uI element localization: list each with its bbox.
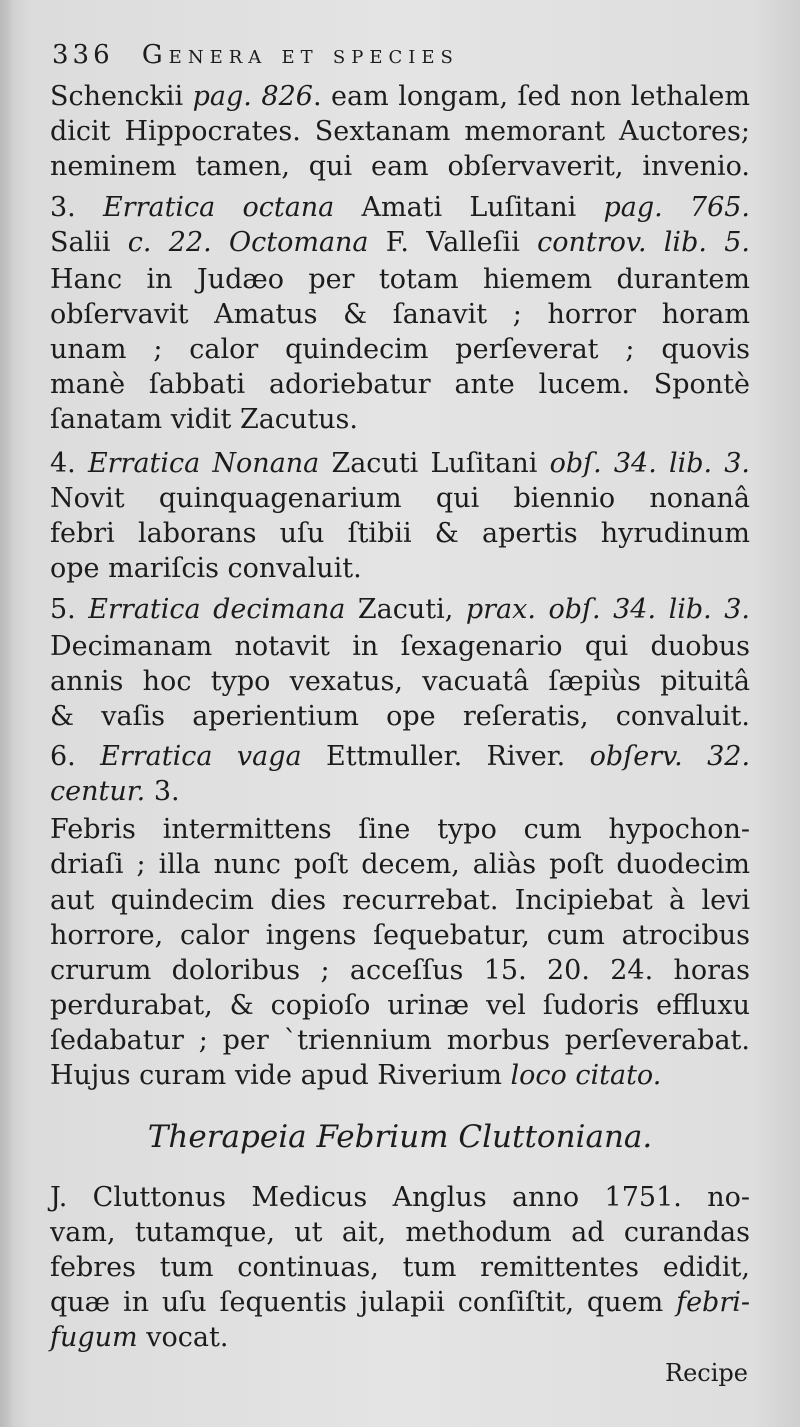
text-line [50, 298, 750, 332]
text-span: Amati Luſitani [334, 192, 604, 223]
text-line [50, 150, 750, 184]
italic-text: pag. 765. [603, 192, 751, 223]
text-span: unam ; calor quindecim perſeverat ; quovis [50, 334, 750, 365]
text-line [50, 517, 750, 551]
text-span: febres tum continuas, tum remittentes edidit, [50, 1252, 750, 1283]
text-line [50, 1181, 750, 1215]
text-line [50, 115, 750, 149]
text-span: dicit Hippocrates. Sextanam memorant Auctores; [50, 116, 750, 147]
text-span: Febris intermittens ſine typo cum hypochon- [50, 814, 750, 845]
text-line [50, 191, 750, 225]
text-span: ſanatam vidit Zacutus. [50, 404, 358, 435]
text-span: driaſi ; illa nunc poſt decem, aliàs poſt duodecim [50, 849, 750, 880]
italic-text: prax. obſ. 34. lib. 3. [465, 594, 750, 625]
text-line [50, 403, 358, 437]
text-span: 3. [50, 192, 103, 223]
text-line [50, 333, 750, 367]
text-line [50, 263, 750, 297]
text-span: Ettmuller. River. [301, 741, 590, 772]
text-line [50, 740, 750, 774]
text-span: Novit quinquagenarium qui biennio nonanâ [50, 483, 750, 514]
text-line [50, 813, 750, 847]
italic-text: fugum [50, 1322, 138, 1353]
italic-text: pag. 826 [192, 81, 313, 112]
text-span: aut quindecim dies recurrebat. Incipiebat à levi [50, 885, 750, 916]
page-number: 336 [52, 40, 114, 70]
text-line [50, 989, 750, 1023]
text-line [50, 919, 750, 953]
italic-text: Erratica Nonana [87, 448, 320, 479]
text-span: 3. [145, 776, 180, 807]
text-line [50, 368, 750, 402]
text-line [50, 80, 750, 114]
text-span: J. Cluttonus Medicus Anglus anno 1751. no- [50, 1182, 750, 1213]
text-span: annis hoc typo vexatus, vacuatâ ſæpiùs pituitâ [50, 666, 750, 697]
page-gutter-shadow [0, 0, 14, 1427]
text-span: 5. [50, 594, 89, 625]
text-span: manè ſabbati adoriebatur ante lucem. Spontè [50, 369, 750, 400]
text-line [50, 1059, 661, 1093]
italic-text: c. 22. Octomana [127, 227, 369, 258]
text-line [50, 552, 362, 586]
text-line [50, 447, 750, 481]
text-line [50, 775, 180, 809]
italic-text: controv. lib. 5. [537, 227, 750, 258]
text-span: crurum doloribus ; acceſſus 15. 20. 24. horas [50, 955, 750, 986]
italic-text: Erratica octana [102, 192, 335, 223]
catchword: Recipe [665, 1359, 748, 1387]
text-span: horrore, calor ingens ſequebatur, cum atrocibus [50, 920, 750, 951]
text-span: Decimanam notavit in ſexagenario qui duobus [50, 631, 750, 662]
text-span: & vaſis aperientium ope reſeratis, convaluit. [50, 701, 750, 732]
text-span: Hujus curam vide apud Riverium [50, 1060, 511, 1091]
text-span: ſedabatur ; per `triennium morbus perſeverabat. [50, 1025, 750, 1056]
text-span: obſervavit Amatus & ſanavit ; horror horam [50, 299, 750, 330]
running-title: Genera et species [141, 40, 459, 70]
text-span: F. Valleſii [368, 227, 538, 258]
text-line [50, 630, 750, 664]
italic-text: obſerv. 32. [589, 741, 751, 772]
italic-text: Erratica decimana [88, 594, 346, 625]
text-span: neminem tamen, qui eam obſervaverit, invenio. [50, 151, 750, 182]
section-heading: Therapeia Febrium Cluttoniana. [147, 1119, 653, 1155]
text-span: Salii [50, 227, 128, 258]
text-line [50, 700, 750, 734]
text-line [50, 1024, 750, 1058]
text-line [50, 593, 750, 627]
text-line [50, 226, 750, 260]
italic-text: centur. [50, 776, 146, 807]
text-span: 4. [50, 448, 88, 479]
text-line [50, 482, 750, 516]
text-line [50, 1251, 750, 1285]
text-line [50, 848, 750, 882]
italic-text: Erratica vaga [100, 741, 302, 772]
italic-text: obſ. 34. lib. 3. [549, 448, 751, 479]
text-span: perdurabat, & copioſo urinæ vel ſudoris effluxu [50, 990, 750, 1021]
text-span: 6. [50, 741, 101, 772]
text-line [50, 1321, 228, 1355]
italic-text: febri- [676, 1287, 750, 1318]
text-span: Zacuti Luſitani [319, 448, 550, 479]
text-span: . eam longam, ſed non lethalem [312, 81, 750, 112]
text-span: quæ in uſu ſequentis julapii conſiſtit, quem [50, 1287, 677, 1318]
text-line [50, 884, 750, 918]
text-span: vocat. [137, 1322, 229, 1353]
text-line [50, 954, 750, 988]
text-span: Hanc in Judæo per totam hiemem durantem [50, 264, 750, 295]
page-header [52, 40, 459, 70]
text-line [50, 1216, 750, 1250]
italic-text: loco citato. [510, 1060, 662, 1091]
text-span: febri laborans uſu ſtibii & apertis hyrudinum [50, 518, 750, 549]
text-span: ope mariſcis convaluit. [50, 553, 362, 584]
text-span: vam, tutamque, ut ait, methodum ad curandas [50, 1217, 750, 1248]
text-span: Schenckii [50, 81, 193, 112]
text-line [50, 665, 750, 699]
text-line [50, 1286, 750, 1320]
text-span: Zacuti, [345, 594, 466, 625]
